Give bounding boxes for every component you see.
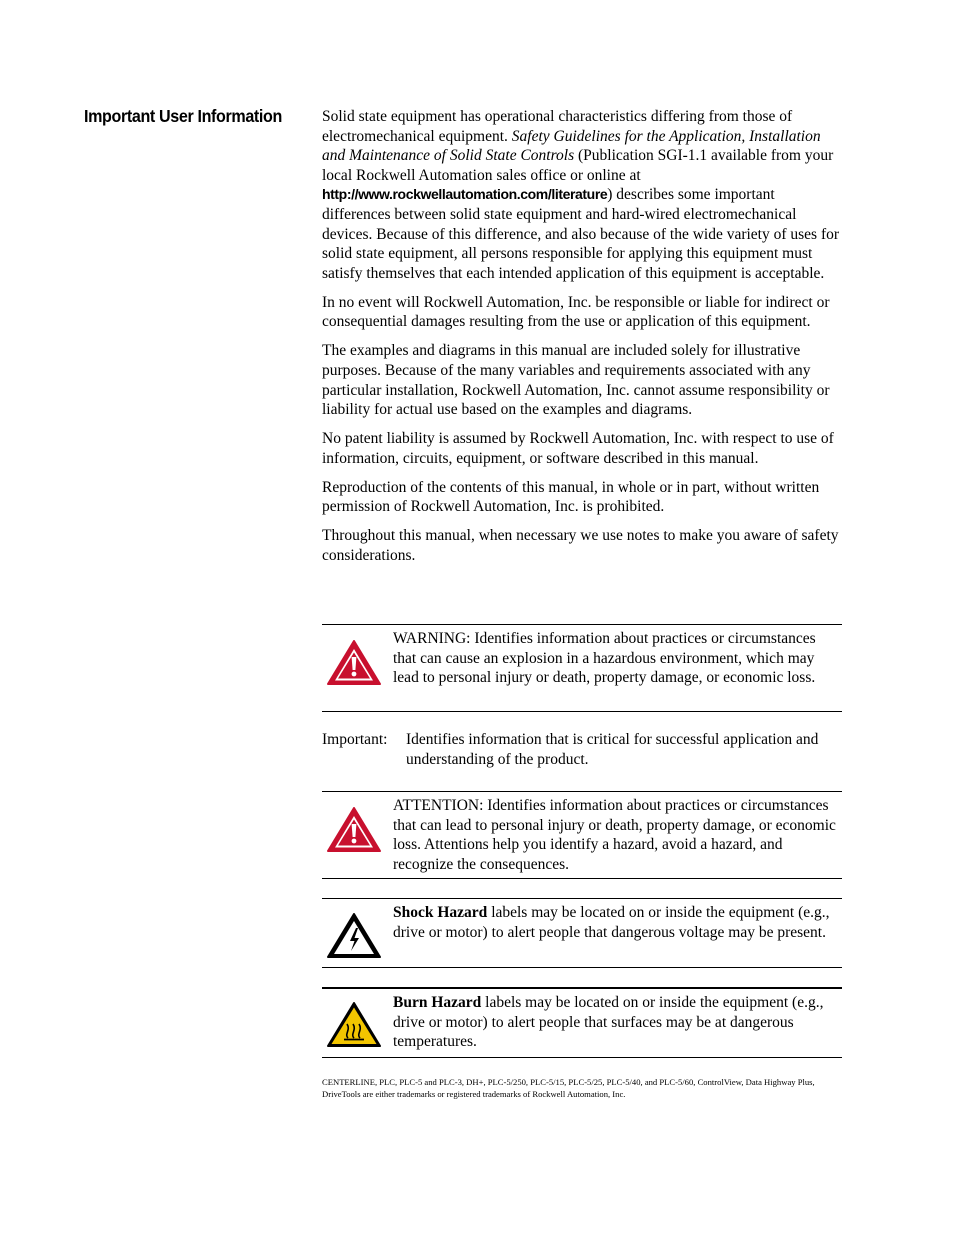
attention-text: ATTENTION: Identifies information about practices or circumstances that can lead to personal injury or death, property damage, or economic loss. Attentions help you identify a hazard, avoid a hazard, and recognize the consequences. <box>393 797 836 873</box>
trademark-notice: CENTERLINE, PLC, PLC-5 and PLC-3, DH+, PLC-5/250, PLC-5/15, PLC-5/25, PLC-5/40, and PLC-5/60, ControlView, Data Highway Plus, DriveTools are either trademarks or registered trademarks of Rockwell Automation, Inc. <box>322 1077 815 1100</box>
publication-title: Safety Guidelines for the Application, Installation and Maintenance of Solid State Controls <box>322 127 821 165</box>
intro-paragraph-1 <box>322 107 842 283</box>
shock-hazard-description: labels may be located on or inside the equipment (e.g., drive or motor) to alert people that dangerous voltage may be present. <box>393 904 830 941</box>
intro-text-part: ) describes some important differences between solid state equipment and hard-wired electromechanical devices. Because of this difference, and also because of the wide variety of uses for solid state equipment, all persons responsible for applying this equipment must satisfy themselves that each intended application of this equipment is acceptable. <box>322 186 840 282</box>
exclamation-triangle-icon <box>326 805 382 859</box>
intro-text <box>322 107 842 575</box>
shock-hazard-text <box>393 903 841 942</box>
exclamation-triangle-icon <box>326 638 382 692</box>
intro-paragraph-2: In no event will Rockwell Automation, Inc. be responsible or liable for indirect or consequential damages resulting from the use or application of this equipment. <box>322 293 830 331</box>
warning-notice <box>322 624 842 712</box>
lightning-triangle-icon <box>326 911 382 965</box>
intro-paragraph-3: The examples and diagrams in this manual are included solely for illustrative purposes. Because of the many variables and requirements associated with any particular installation, Rockwell Automation, Inc. cannot assume responsibility or liability for actual use based on the examples and diagrams. <box>322 342 830 419</box>
intro-paragraph-6: Throughout this manual, when necessary we use notes to make you aware of safety considerations. <box>322 527 839 564</box>
important-text: Identifies information that is critical for successful application and understanding of the product. <box>406 731 819 768</box>
literature-link[interactable]: http://www.rockwellautomation.com/literature <box>322 186 608 203</box>
section-heading: Important User Information <box>84 106 282 126</box>
warning-text: WARNING: Identifies information about practices or circumstances that can cause an explosion in a hazardous environment, which may lead to personal injury or death, property damage, or economic loss. <box>393 630 816 687</box>
burn-hazard-label: Burn Hazard <box>393 994 482 1011</box>
shock-hazard-label: Shock Hazard <box>393 904 488 921</box>
burn-hazard-description: labels may be located on or inside the equipment (e.g., drive or motor) to alert people that surfaces may be at dangerous temperatures. <box>393 994 824 1051</box>
burn-hazard-notice <box>322 987 842 1058</box>
burn-hazard-text <box>393 993 841 1052</box>
important-label: Important: <box>322 731 388 748</box>
intro-paragraph-4: No patent liability is assumed by Rockwell Automation, Inc. with respect to use of information, circuits, equipment, or software described in this manual. <box>322 430 834 467</box>
intro-paragraph-5: Reproduction of the contents of this manual, in whole or in part, without written permission of Rockwell Automation, Inc. is prohibited. <box>322 478 820 516</box>
attention-notice <box>322 791 842 879</box>
intro-text-part: (Publication SGI-1.1 available from your local Rockwell Automation sales office or online at <box>322 147 834 184</box>
intro-text-part: Solid state equipment has operational characteristics differing from those of electromechanical equipment. <box>322 108 793 145</box>
shock-hazard-notice <box>322 898 842 968</box>
heat-triangle-icon <box>326 1000 382 1054</box>
